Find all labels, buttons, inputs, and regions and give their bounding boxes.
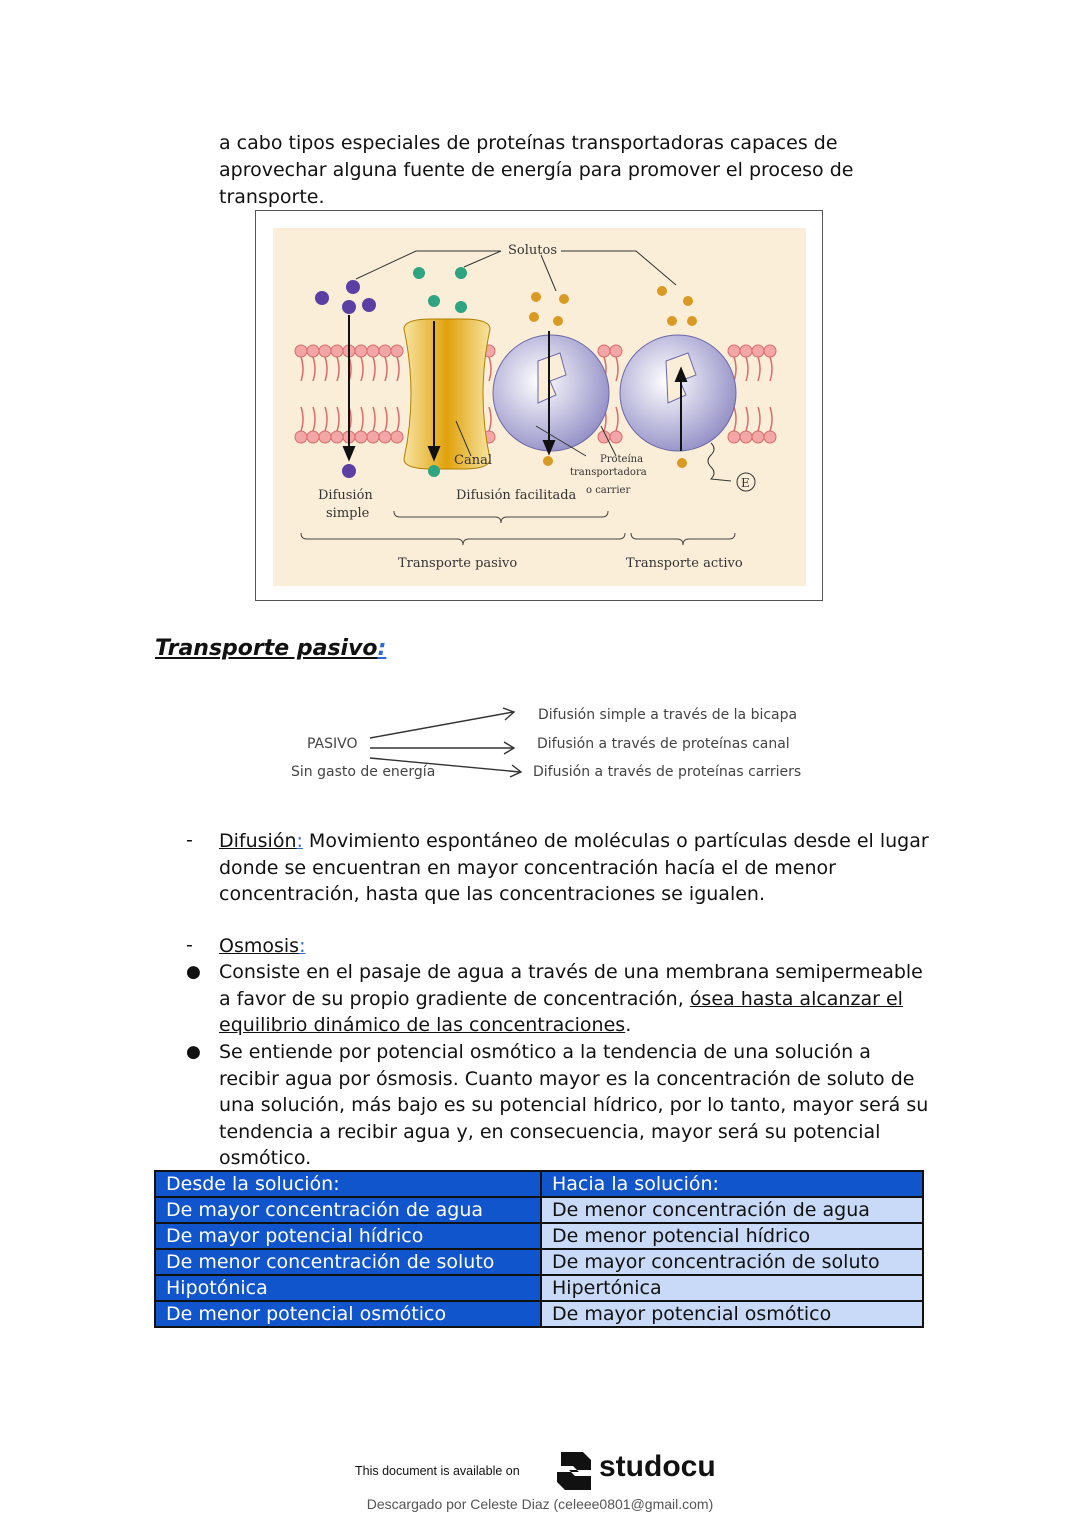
table-cell: De mayor potencial osmótico xyxy=(541,1301,923,1327)
label-canal: Canal xyxy=(454,453,492,468)
channel-protein xyxy=(404,319,490,469)
bullet-marker: ● xyxy=(186,962,201,982)
schema-item-2: Difusión a través de proteínas canal xyxy=(537,736,790,752)
studocu-brand: studocu xyxy=(599,1450,716,1483)
osmosis-bullet-2: Se entiende por potencial osmótico a la tendencia de una solución a recibir agua por ósmosis. Cuanto mayor es la concentración de soluto de una solución, más bajo es su potencial hídrico, por lo tanto, mayor será su tendencia a recibir agua y, en consecuencia, mayor será su potencial osmótico. xyxy=(219,1041,929,1169)
table-row xyxy=(155,1197,923,1223)
studocu-logo-icon xyxy=(553,1448,597,1494)
table-cell: Hipotónica xyxy=(155,1275,541,1301)
table-row xyxy=(155,1223,923,1249)
label-solutos: Solutos xyxy=(508,243,557,258)
footer-available-text: This document is available on xyxy=(355,1464,520,1478)
table-cell: De mayor concentración de soluto xyxy=(541,1249,923,1275)
passive-transport-schema xyxy=(285,700,805,795)
osmosis-bullet-1: Consiste en el pasaje de agua a través de una membrana semipermeable a favor de su propio gradiente de concentración, ósea hasta alcanzar el equilibrio dinámico de las concentraciones. xyxy=(219,961,923,1036)
label-transporte-pasivo: Transporte pasivo xyxy=(398,556,518,571)
table-cell: De menor concentración de agua xyxy=(541,1197,923,1223)
label-proteina-2: transportadora xyxy=(570,467,647,478)
table-cell: De menor concentración de soluto xyxy=(155,1249,541,1275)
label-transporte-activo: Transporte activo xyxy=(626,556,743,571)
label-difusion-simple-1: Difusión xyxy=(318,488,373,503)
osmosis-heading: Osmosis: xyxy=(219,935,306,957)
label-proteina-1: Proteína xyxy=(600,454,644,465)
membrane-diagram xyxy=(256,211,822,600)
table-row xyxy=(155,1171,923,1197)
dash-marker: - xyxy=(186,934,193,956)
table-cell: De mayor potencial hídrico xyxy=(155,1223,541,1249)
intro-paragraph: a cabo tipos especiales de proteínas transportadoras capaces de aprovechar alguna fuente de energía para promover el proceso de transporte. xyxy=(219,132,854,208)
table-cell: De mayor concentración de agua xyxy=(155,1197,541,1223)
label-energy: E xyxy=(741,476,750,490)
table-cell: De menor potencial osmótico xyxy=(155,1301,541,1327)
section-title: Transporte pasivo: xyxy=(155,636,387,661)
bullet-marker: ● xyxy=(186,1042,201,1062)
table-cell: Desde la solución: xyxy=(155,1171,541,1197)
schema-pasivo: PASIVO xyxy=(307,736,358,752)
downloaded-by-text: Descargado por Celeste Diaz (celeee0801@gmail.com) xyxy=(366,1496,714,1512)
schema-item-1: Difusión simple a través de la bicapa xyxy=(538,707,798,723)
osmosis-table xyxy=(154,1170,924,1328)
schema-sin-gasto: Sin gasto de energía xyxy=(291,764,436,780)
label-difusion-facilitada: Difusión facilitada xyxy=(456,488,577,503)
table-cell: Hipertónica xyxy=(541,1275,923,1301)
table-row xyxy=(155,1301,923,1327)
table-row xyxy=(155,1275,923,1301)
table-cell: Hacia la solución: xyxy=(541,1171,923,1197)
studocu-footer[interactable] xyxy=(355,1448,755,1498)
schema-item-3: Difusión a través de proteínas carriers xyxy=(533,764,802,780)
label-proteina-3: o carrier xyxy=(586,485,631,496)
table-cell: De menor potencial hídrico xyxy=(541,1223,923,1249)
dash-marker: - xyxy=(186,829,193,851)
label-difusion-simple-2: simple xyxy=(326,506,370,521)
table-row xyxy=(155,1249,923,1275)
membrane-transport-figure xyxy=(255,210,823,601)
difusion-paragraph: Difusión: Movimiento espontáneo de moléculas o partículas desde el lugar donde se encuentran en mayor concentración hacía el de menor concentración, hasta que las concentraciones se igualen. xyxy=(219,830,929,905)
